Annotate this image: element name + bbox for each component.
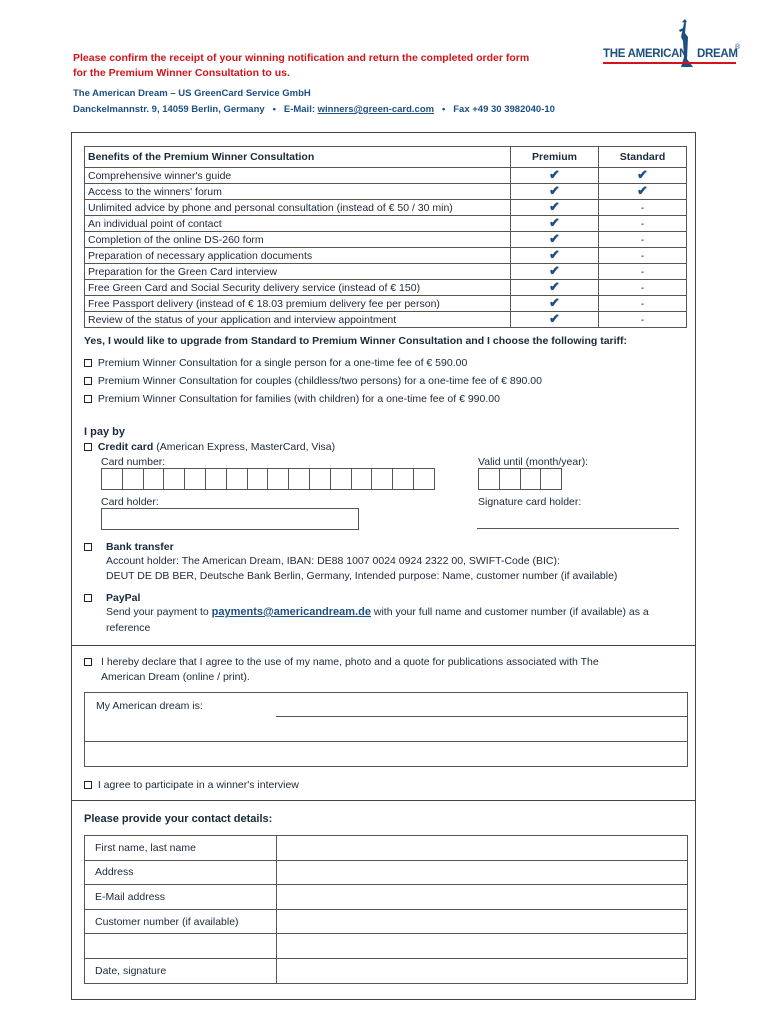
- company-email-link[interactable]: winners@green-card.com: [317, 104, 435, 115]
- digit-box[interactable]: [392, 468, 414, 490]
- digit-box[interactable]: [499, 468, 521, 490]
- benefit-standard-cell: [599, 216, 687, 232]
- credit-card-label: Credit card: [97, 441, 154, 453]
- contact-field-input[interactable]: [277, 885, 688, 910]
- company-name: The American Dream – US GreenCard Service GmbH: [73, 88, 311, 99]
- benefit-row: [85, 280, 687, 296]
- credit-card-option[interactable]: [84, 441, 335, 453]
- benefit-premium-cell: [511, 296, 599, 312]
- benefit-premium-cell: [511, 232, 599, 248]
- col-premium: Premium: [511, 147, 599, 168]
- benefit-row: [85, 312, 687, 328]
- checkmark-icon: ✔: [549, 279, 560, 294]
- dash: -: [640, 233, 645, 246]
- benefit-premium-cell: [511, 184, 599, 200]
- checkmark-icon: ✔: [549, 295, 560, 310]
- benefit-label: Free Passport delivery (instead of € 18.03 premium delivery fee per person): [85, 296, 511, 312]
- paypal-label: PayPal: [106, 592, 141, 604]
- american-dream-line[interactable]: [276, 716, 688, 717]
- checkmark-icon: ✔: [549, 215, 560, 230]
- upgrade-heading: Yes, I would like to upgrade from Standard to Premium Winner Consultation and I choose the following tariff:: [84, 335, 628, 347]
- valid-until-label: Valid until (month/year):: [478, 456, 589, 468]
- tariff-option-single[interactable]: [84, 357, 467, 369]
- tariff-single-checkbox[interactable]: [84, 359, 92, 367]
- paypal-email-link[interactable]: payments@americandream.de: [211, 606, 371, 618]
- contact-row: [85, 909, 688, 934]
- tariff-families-label: Premium Winner Consultation for families (with children) for a one-time fee of € 990.00: [97, 393, 500, 405]
- benefit-label: Review of the status of your application and interview appointment: [85, 312, 511, 328]
- dash: -: [640, 313, 645, 326]
- benefit-label: Free Green Card and Social Security delivery service (instead of € 150): [85, 280, 511, 296]
- contact-field-input[interactable]: [277, 909, 688, 934]
- benefit-label: Preparation of necessary application documents: [85, 248, 511, 264]
- bank-transfer-label: Bank transfer: [106, 541, 174, 553]
- paypal-line-2: reference: [106, 622, 151, 634]
- digit-box[interactable]: [205, 468, 227, 490]
- digit-box[interactable]: [288, 468, 310, 490]
- digit-box[interactable]: [540, 468, 562, 490]
- checkmark-icon: ✔: [549, 199, 560, 214]
- american-dream-label: My American dream is:: [96, 700, 203, 712]
- digit-box[interactable]: [267, 468, 289, 490]
- contact-field-input[interactable]: [277, 860, 688, 885]
- col-standard: Standard: [599, 147, 687, 168]
- contact-table: [84, 835, 688, 984]
- section-divider: [71, 645, 696, 646]
- dash: -: [640, 249, 645, 262]
- benefit-premium-cell: [511, 200, 599, 216]
- company-address: Danckelmannstr. 9, 14059 Berlin, Germany: [73, 104, 265, 115]
- benefits-title: Benefits of the Premium Winner Consultation: [85, 147, 511, 168]
- interview-checkbox[interactable]: [84, 781, 92, 789]
- digit-box[interactable]: [478, 468, 500, 490]
- benefit-row: [85, 200, 687, 216]
- benefit-premium-cell: [511, 168, 599, 184]
- benefit-row: [85, 296, 687, 312]
- digit-box[interactable]: [163, 468, 185, 490]
- card-holder-input[interactable]: [101, 508, 359, 530]
- benefit-standard-cell: [599, 168, 687, 184]
- card-number-label: Card number:: [101, 456, 166, 468]
- benefit-label: Unlimited advice by phone and personal consultation (instead of € 50 / 30 min): [85, 200, 511, 216]
- logo-text-left: THE AMERICAN: [603, 48, 688, 60]
- company-fax: Fax +49 30 3982040-10: [453, 104, 555, 115]
- contact-row: [85, 934, 688, 959]
- dash: -: [640, 217, 645, 230]
- benefits-header-row: [85, 147, 687, 168]
- digit-box[interactable]: [330, 468, 352, 490]
- benefit-label: Access to the winners' forum: [85, 184, 511, 200]
- contact-field-label: E-Mail address: [85, 885, 277, 910]
- publication-consent-option[interactable]: [84, 656, 92, 668]
- valid-until-field[interactable]: [478, 468, 561, 490]
- interview-option[interactable]: [84, 779, 299, 791]
- benefit-row: [85, 216, 687, 232]
- tariff-option-families[interactable]: [84, 393, 500, 405]
- publication-consent-line-2: American Dream (online / print).: [101, 671, 250, 683]
- bank-transfer-checkbox[interactable]: [84, 543, 92, 551]
- dash: -: [640, 201, 645, 214]
- benefit-standard-cell: [599, 264, 687, 280]
- paypal-prefix: Send your payment to: [106, 606, 209, 618]
- logo-text-right: DREAM: [697, 48, 738, 60]
- contact-field-label: Customer number (if available): [85, 909, 277, 934]
- american-dream-logo: [603, 18, 743, 70]
- benefit-row: [85, 232, 687, 248]
- tariff-couples-label: Premium Winner Consultation for couples (childless/two persons) for a one-time fee of € 890.00: [97, 375, 542, 387]
- benefit-row: [85, 248, 687, 264]
- checkmark-icon: ✔: [549, 263, 560, 278]
- contact-field-label: First name, last name: [85, 836, 277, 861]
- contact-field-input[interactable]: [277, 934, 688, 959]
- contact-row: [85, 958, 688, 983]
- credit-card-types: (American Express, MasterCard, Visa): [156, 441, 336, 453]
- digit-box[interactable]: [309, 468, 331, 490]
- tariff-single-label: Premium Winner Consultation for a single person for a one-time fee of € 590.00: [97, 357, 468, 369]
- notice-line-1: Please confirm the receipt of your winning notification and return the completed order form: [73, 52, 530, 64]
- digit-box[interactable]: [101, 468, 123, 490]
- credit-card-checkbox[interactable]: [84, 443, 92, 451]
- contact-field-label: [85, 934, 277, 959]
- benefit-standard-cell: [599, 232, 687, 248]
- publication-consent-checkbox[interactable]: [84, 658, 92, 666]
- benefit-standard-cell: [599, 184, 687, 200]
- benefit-standard-cell: [599, 312, 687, 328]
- bank-details-line-2: DEUT DE DB BER, Deutsche Bank Berlin, Germany, Intended purpose: Name, customer number (if available): [106, 570, 618, 582]
- benefit-label: Completion of the online DS-260 form: [85, 232, 511, 248]
- digit-box[interactable]: [122, 468, 144, 490]
- checkmark-icon: ✔: [549, 167, 560, 182]
- card-holder-label: Card holder:: [101, 496, 159, 508]
- benefit-label: Preparation for the Green Card interview: [85, 264, 511, 280]
- contact-field-input[interactable]: [277, 836, 688, 861]
- publication-consent-line-1: I hereby declare that I agree to the use of my name, photo and a quote for publications associated with The: [101, 656, 599, 668]
- paypal-option[interactable]: [84, 592, 92, 604]
- checkmark-icon: ✔: [637, 183, 648, 198]
- section-divider: [71, 800, 696, 801]
- signature-label: Signature card holder:: [478, 496, 582, 508]
- benefit-premium-cell: [511, 216, 599, 232]
- benefits-table: [84, 146, 687, 328]
- benefit-premium-cell: [511, 312, 599, 328]
- contact-row: [85, 836, 688, 861]
- american-dream-divider: [84, 741, 688, 742]
- checkmark-icon: ✔: [549, 183, 560, 198]
- checkmark-icon: ✔: [637, 167, 648, 182]
- contact-field-label: Address: [85, 860, 277, 885]
- bullet: •: [442, 104, 446, 115]
- logo-registered-mark: ®: [735, 44, 741, 51]
- logo-underline: [603, 62, 736, 64]
- contact-field-input[interactable]: [277, 958, 688, 983]
- tariff-option-couples[interactable]: [84, 375, 542, 387]
- payment-heading: I pay by: [84, 426, 125, 438]
- digit-box[interactable]: [520, 468, 542, 490]
- dash: -: [640, 265, 645, 278]
- benefit-row: [85, 184, 687, 200]
- benefit-standard-cell: [599, 248, 687, 264]
- digit-box[interactable]: [413, 468, 435, 490]
- bullet: •: [272, 104, 276, 115]
- benefit-label: An individual point of contact: [85, 216, 511, 232]
- bank-details-line-1: Account holder: The American Dream, IBAN: DE88 1007 0024 0924 2322 00, SWIFT-Code (BIC):: [106, 555, 560, 567]
- digit-box[interactable]: [226, 468, 248, 490]
- contact-row: [85, 885, 688, 910]
- card-number-field[interactable]: [101, 468, 434, 490]
- signature-line[interactable]: [477, 528, 679, 529]
- benefit-label: Comprehensive winner's guide: [85, 168, 511, 184]
- benefit-standard-cell: [599, 280, 687, 296]
- paypal-suffix: with your full name and customer number (if available) as a: [373, 606, 649, 618]
- checkmark-icon: ✔: [549, 311, 560, 326]
- digit-box[interactable]: [143, 468, 165, 490]
- dash: -: [640, 281, 645, 294]
- benefit-row: [85, 168, 687, 184]
- digit-box[interactable]: [371, 468, 393, 490]
- benefit-standard-cell: [599, 296, 687, 312]
- company-contact-line: [73, 104, 555, 115]
- notice-line-2: for the Premium Winner Consultation to us.: [73, 67, 290, 79]
- paypal-checkbox[interactable]: [84, 594, 92, 602]
- paypal-line-1: [106, 606, 649, 618]
- tariff-couples-checkbox[interactable]: [84, 377, 92, 385]
- checkmark-icon: ✔: [549, 231, 560, 246]
- email-label: E-Mail:: [283, 104, 315, 115]
- benefit-row: [85, 264, 687, 280]
- digit-box[interactable]: [247, 468, 269, 490]
- bank-transfer-option[interactable]: [84, 541, 92, 553]
- checkmark-icon: ✔: [549, 247, 560, 262]
- digit-box[interactable]: [184, 468, 206, 490]
- contact-field-label: Date, signature: [85, 958, 277, 983]
- benefit-premium-cell: [511, 248, 599, 264]
- benefit-premium-cell: [511, 264, 599, 280]
- interview-label: I agree to participate in a winner's interview: [97, 779, 299, 791]
- benefit-premium-cell: [511, 280, 599, 296]
- contact-row: [85, 860, 688, 885]
- tariff-families-checkbox[interactable]: [84, 395, 92, 403]
- contact-heading: Please provide your contact details:: [84, 813, 273, 825]
- benefit-standard-cell: [599, 200, 687, 216]
- digit-box[interactable]: [351, 468, 373, 490]
- dash: -: [640, 297, 645, 310]
